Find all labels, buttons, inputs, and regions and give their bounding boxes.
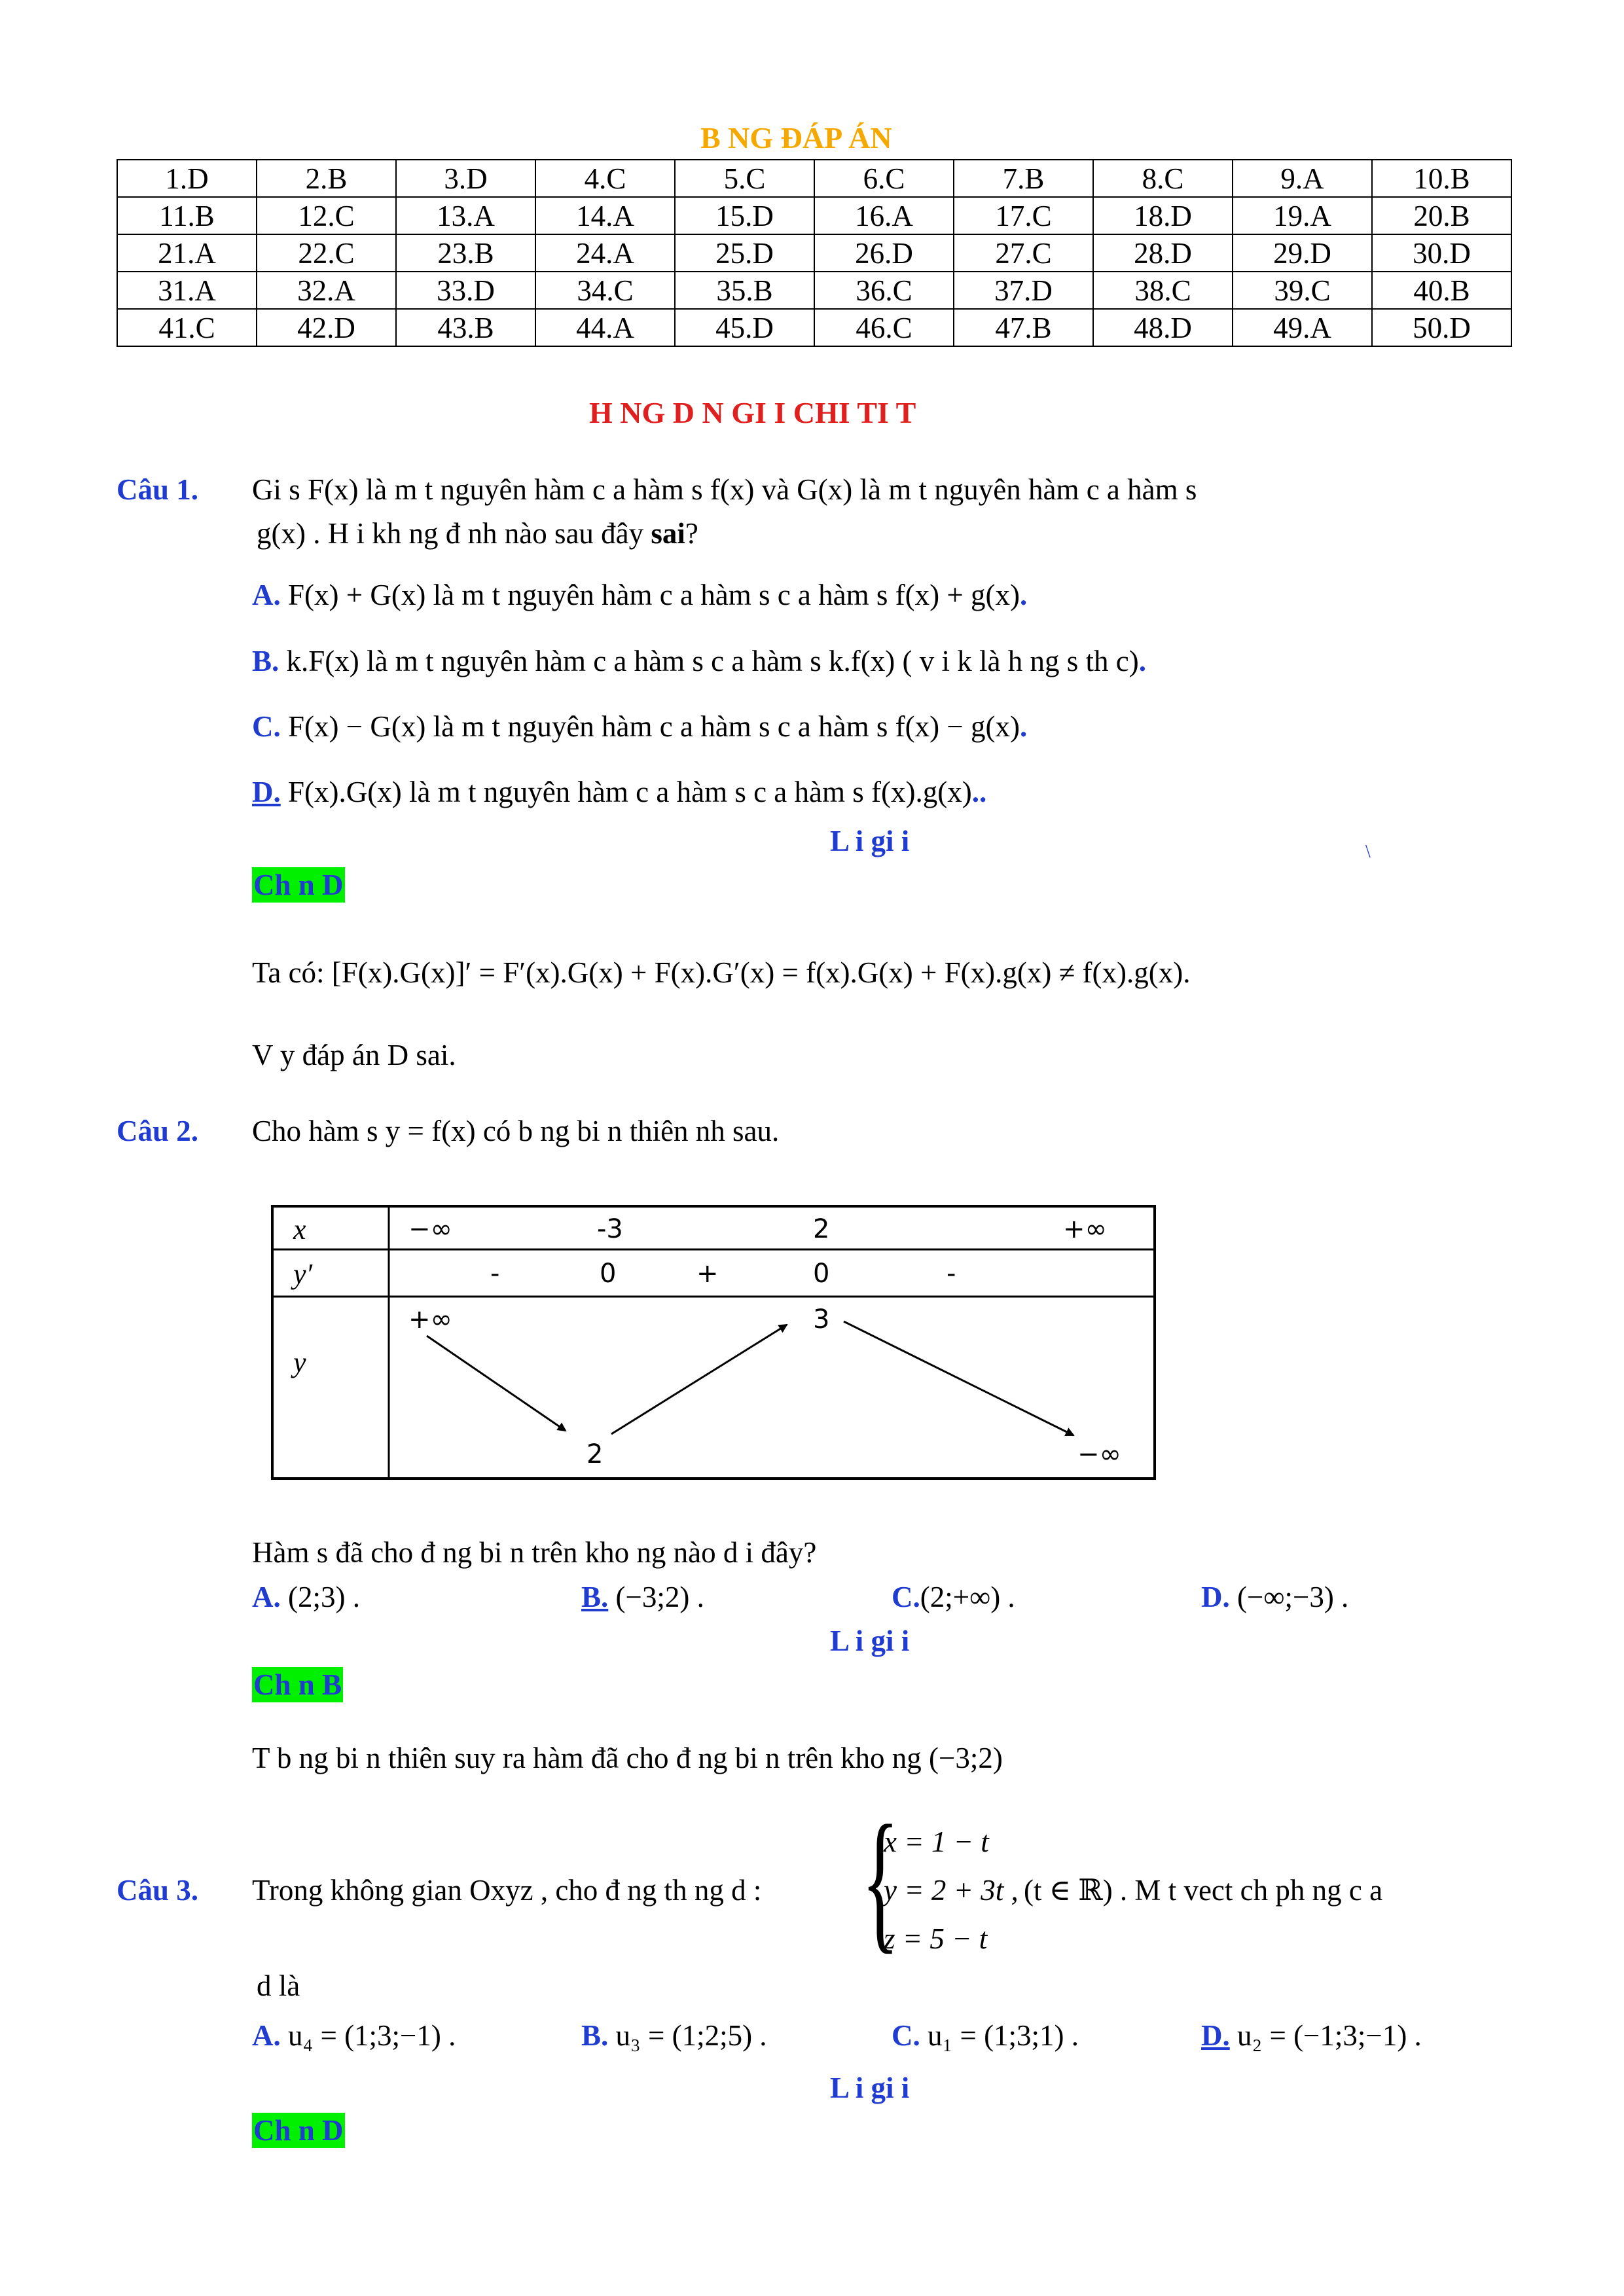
q1-option-c-label: C. [252, 710, 281, 743]
q2-option-a [252, 1583, 360, 1612]
q3-option-d [1201, 2021, 1422, 2051]
q1-option-c-text: F(x) − G(x) là m t nguyên hàm c a hàm s c a hàm s f(x) − g(x) [288, 710, 1020, 743]
answer-cell: 17.C [954, 197, 1093, 234]
q3-option-b-label: B. [581, 2019, 609, 2052]
q1-option-d [252, 778, 986, 807]
answer-cell: 12.C [257, 197, 396, 234]
answer-cell: 1.D [117, 160, 257, 197]
var-y-value: 2 [586, 1439, 604, 1469]
variation-table [271, 1205, 1156, 1480]
answer-cell: 6.C [814, 160, 954, 197]
q1-solution-heading: L i gi i [830, 825, 910, 857]
q2-option-d-label: D. [1201, 1581, 1230, 1613]
q2-choice [252, 1670, 343, 1700]
q1-stem-text: g(x) . H i kh ng đ nh nào sau đây [257, 517, 651, 550]
q1-stray-mark: \ [1365, 842, 1371, 862]
q2-label: Câu 2. [117, 1115, 199, 1147]
answer-cell: 24.A [535, 234, 675, 272]
answer-cell: 41.C [117, 309, 257, 346]
q3-system-line: x = 1 − t [884, 1825, 989, 1858]
q2-option-d [1201, 1583, 1348, 1612]
q3-system-brace: { [861, 1793, 899, 1967]
answer-cell: 28.D [1093, 234, 1233, 272]
arrow-decreasing-1 [427, 1336, 566, 1431]
var-x-value: +∞ [1063, 1214, 1107, 1244]
answer-cell: 4.C [535, 160, 675, 197]
q3-option-b [581, 2021, 767, 2051]
answer-cell: 47.B [954, 309, 1093, 346]
answer-cell: 26.D [814, 234, 954, 272]
answer-cell: 32.A [257, 272, 396, 309]
q1-option-d-label: D. [252, 776, 281, 808]
answer-cell: 40.B [1372, 272, 1511, 309]
answer-cell: 30.D [1372, 234, 1511, 272]
answer-cell: 33.D [396, 272, 535, 309]
q1-choice [252, 870, 345, 900]
q2-option-a-text: (2;3) . [288, 1581, 360, 1613]
var-sign: 0 [813, 1259, 830, 1289]
q3-option-c [892, 2021, 1079, 2051]
q3-label: Câu 3. [117, 1874, 199, 1907]
answer-cell: 31.A [117, 272, 257, 309]
q1-label: Câu 1. [117, 473, 199, 506]
answer-cell: 36.C [814, 272, 954, 309]
answer-cell: 10.B [1372, 160, 1511, 197]
q1-option-c [252, 712, 1027, 742]
q2-work: T b ng bi n thiên suy ra hàm đã cho đ ng bi n trên kho ng (−3;2) [252, 1742, 1003, 1774]
q3-stem-b: (t ∈ ℝ) . M t vect ch ph ng c a [1024, 1874, 1383, 1907]
q1-work: Ta có: [F(x).G(x)]′ = F′(x).G(x) + F(x).G′(x) = f(x).G(x) + F(x).g(x) ≠ f(x).g(x). [252, 956, 1191, 989]
answer-cell: 19.A [1233, 197, 1372, 234]
q1-option-a-text: F(x) + G(x) là m t nguyên hàm c a hàm s c a hàm s f(x) + g(x) [288, 579, 1020, 611]
q3-choice-badge: Ch n D [253, 2114, 344, 2147]
q2-stem: Cho hàm s y = f(x) có b ng bi n thiên nh sau. [252, 1115, 780, 1147]
var-x-value: -3 [597, 1214, 623, 1244]
var-x-value: −∞ [408, 1214, 452, 1244]
q1-option-b-label: B. [252, 645, 280, 677]
q3-option-d-label: D. [1201, 2019, 1230, 2052]
answer-cell: 14.A [535, 197, 675, 234]
answer-cell: 38.C [1093, 272, 1233, 309]
answer-cell: 8.C [1093, 160, 1233, 197]
answer-cell: 15.D [675, 197, 814, 234]
q3-option-a-text: u₄ = (1;3;−1) . [288, 2019, 456, 2052]
answer-key-title: B NG ĐÁP ÁN [700, 121, 892, 154]
solution-guide-title: H NG D N GI I CHI TI T [589, 396, 916, 429]
q3-system-line: y = 2 + 3t , [884, 1874, 1019, 1907]
answer-cell: 23.B [396, 234, 535, 272]
arrow-increasing [611, 1325, 787, 1434]
q2-question: Hàm s đã cho đ ng bi n trên kho ng nào d i đây? [252, 1536, 817, 1569]
answer-cell: 13.A [396, 197, 535, 234]
answer-cell: 39.C [1233, 272, 1372, 309]
answer-cell: 9.A [1233, 160, 1372, 197]
q2-option-c-text: (2;+∞) . [920, 1581, 1015, 1613]
var-y-value: +∞ [408, 1304, 452, 1335]
q2-option-b [581, 1583, 704, 1612]
answer-cell: 29.D [1233, 234, 1372, 272]
var-sign: - [490, 1259, 500, 1289]
q2-option-d-text: (−∞;−3) . [1237, 1581, 1349, 1613]
answer-cell: 21.A [117, 234, 257, 272]
answer-cell: 16.A [814, 197, 954, 234]
q2-option-c [892, 1583, 1015, 1612]
q1-stem-line1: Gi s F(x) là m t nguyên hàm c a hàm s f(x) và G(x) là m t nguyên hàm c a hàm s [252, 473, 1197, 506]
answer-cell: 2.B [257, 160, 396, 197]
answer-cell: 3.D [396, 160, 535, 197]
q1-option-d-text: F(x).G(x) là m t nguyên hàm c a hàm s c a hàm s f(x).g(x) [288, 776, 972, 808]
answer-cell: 27.C [954, 234, 1093, 272]
answer-row [117, 160, 1511, 197]
q3-option-a [252, 2021, 456, 2051]
q3-choice [252, 2116, 345, 2145]
answer-cell: 5.C [675, 160, 814, 197]
answer-cell: 45.D [675, 309, 814, 346]
q1-option-c-end: . [1019, 710, 1028, 743]
answer-cell: 7.B [954, 160, 1093, 197]
var-sign: - [947, 1259, 956, 1289]
q3-stem-line2: d là [257, 1969, 300, 2002]
var-x-value: 2 [813, 1214, 830, 1244]
answer-cell: 43.B [396, 309, 535, 346]
q1-option-d-end: .. [971, 776, 987, 808]
q3-option-d-text: u₂ = (−1;3;−1) . [1237, 2019, 1422, 2052]
answer-cell: 22.C [257, 234, 396, 272]
q1-option-a [252, 581, 1027, 610]
answer-cell: 49.A [1233, 309, 1372, 346]
variation-table-border [272, 1206, 1155, 1479]
answer-cell: 46.C [814, 309, 954, 346]
var-row-x-label: x [293, 1213, 306, 1246]
answer-row [117, 309, 1511, 346]
q2-option-b-label: B. [581, 1581, 609, 1613]
q1-option-b [252, 647, 1146, 676]
answer-cell: 11.B [117, 197, 257, 234]
q3-option-a-label: A. [252, 2019, 281, 2052]
answer-row [117, 234, 1511, 272]
q1-stem-line2 [257, 519, 698, 548]
answer-cell: 42.D [257, 309, 396, 346]
var-sign: + [696, 1259, 719, 1289]
answer-key-table [117, 159, 1512, 347]
q3-option-c-label: C. [892, 2019, 920, 2052]
answer-cell: 44.A [535, 309, 675, 346]
q1-stem-sai: sai [651, 517, 685, 550]
answer-cell: 34.C [535, 272, 675, 309]
var-y-value: 3 [813, 1304, 830, 1335]
q1-stem-qmark: ? [685, 517, 698, 550]
q1-option-a-end: . [1019, 579, 1028, 611]
var-y-value: −∞ [1077, 1439, 1121, 1469]
answer-cell: 18.D [1093, 197, 1233, 234]
q1-option-b-text: k.F(x) là m t nguyên hàm c a hàm s c a hàm s k.f(x) ( v i k là h ng s th c) [286, 645, 1139, 677]
q1-option-a-label: A. [252, 579, 281, 611]
q2-choice-badge: Ch n B [253, 1668, 342, 1701]
answer-cell: 20.B [1372, 197, 1511, 234]
q1-conclusion: V y đáp án D sai. [252, 1039, 456, 1071]
answer-cell: 50.D [1372, 309, 1511, 346]
answer-cell: 25.D [675, 234, 814, 272]
variation-table-frame [271, 1205, 1156, 1480]
q3-system-line: z = 5 − t [884, 1922, 988, 1955]
var-row-y-label: y [293, 1346, 306, 1378]
arrow-decreasing-2 [844, 1321, 1074, 1435]
answer-cell: 48.D [1093, 309, 1233, 346]
q2-solution-heading: L i gi i [830, 1624, 910, 1657]
q2-option-c-label: C. [892, 1581, 920, 1613]
answer-row [117, 197, 1511, 234]
answer-cell: 37.D [954, 272, 1093, 309]
q3-option-c-text: u₁ = (1;3;1) . [928, 2019, 1079, 2052]
q2-option-a-label: A. [252, 1581, 281, 1613]
var-sign: 0 [600, 1259, 617, 1289]
q2-option-b-text: (−3;2) . [615, 1581, 704, 1613]
answer-row [117, 272, 1511, 309]
answer-cell: 35.B [675, 272, 814, 309]
var-row-yp-label: y′ [293, 1258, 313, 1290]
q3-option-b-text: u₃ = (1;2;5) . [615, 2019, 767, 2052]
q3-solution-heading: L i gi i [830, 2072, 910, 2104]
q3-stem-a: Trong không gian Oxyz , cho đ ng th ng d : [252, 1874, 762, 1907]
q1-choice-badge: Ch n D [253, 869, 344, 901]
q1-option-b-end: . [1138, 645, 1146, 677]
